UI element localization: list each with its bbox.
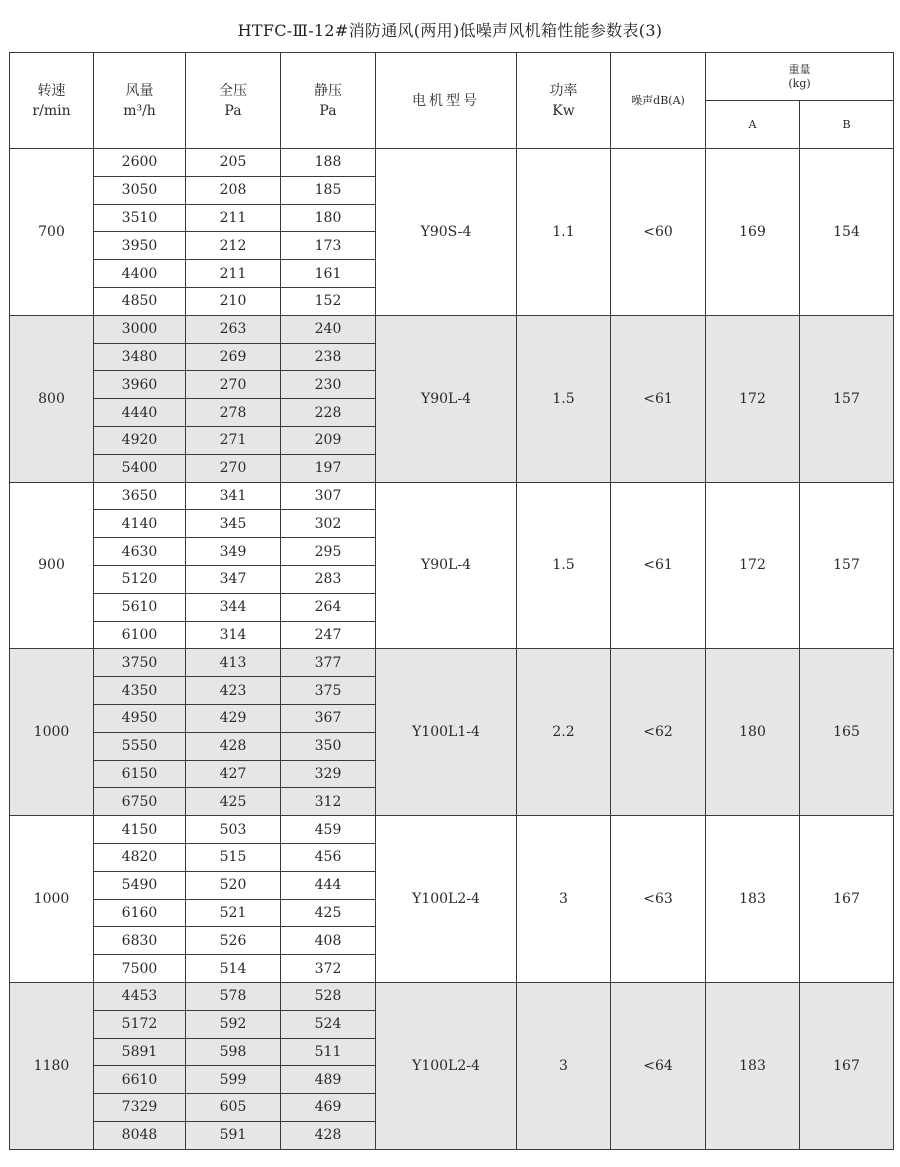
static-pressure-cell: 528 [281,982,376,1010]
airflow-cell: 3750 [94,649,186,677]
weight-b-cell: 157 [800,315,894,482]
motor-cell: Y100L2-4 [376,982,517,1149]
static-pressure-cell: 230 [281,371,376,399]
airflow-cell: 4920 [94,426,186,454]
weight-a-cell: 172 [706,482,800,649]
total-pressure-cell: 423 [186,677,281,705]
airflow-cell: 5550 [94,732,186,760]
total-pressure-cell: 347 [186,565,281,593]
total-pressure-cell: 413 [186,649,281,677]
weight-b-cell: 154 [800,149,894,316]
header-power: 功率 Kw [517,53,611,149]
total-pressure-cell: 263 [186,315,281,343]
static-pressure-cell: 329 [281,760,376,788]
motor-cell: Y100L1-4 [376,649,517,816]
static-pressure-cell: 283 [281,565,376,593]
weight-b-cell: 157 [800,482,894,649]
weight-a-cell: 172 [706,315,800,482]
table-row [10,149,894,177]
static-pressure-cell: 375 [281,677,376,705]
total-pressure-cell: 425 [186,788,281,816]
weight-a-cell: 183 [706,816,800,983]
total-pressure-cell: 605 [186,1094,281,1122]
static-pressure-cell: 161 [281,260,376,288]
static-pressure-cell: 185 [281,176,376,204]
total-pressure-cell: 599 [186,1066,281,1094]
speed-cell: 1180 [10,982,94,1149]
airflow-cell: 5400 [94,454,186,482]
speed-group [10,982,894,1149]
static-pressure-cell: 377 [281,649,376,677]
total-pressure-cell: 344 [186,593,281,621]
total-pressure-cell: 205 [186,149,281,177]
static-pressure-cell: 408 [281,927,376,955]
airflow-cell: 3650 [94,482,186,510]
header-noise: 噪声dB(A) [611,53,706,149]
total-pressure-cell: 271 [186,426,281,454]
airflow-cell: 6750 [94,788,186,816]
airflow-cell: 4350 [94,677,186,705]
total-pressure-cell: 515 [186,843,281,871]
table-row [10,982,894,1010]
airflow-cell: 5490 [94,871,186,899]
header-static-pressure: 静压 Pa [281,53,376,149]
noise-cell: <60 [611,149,706,316]
total-pressure-cell: 503 [186,816,281,844]
header-airflow: 风量 m³/h [94,53,186,149]
static-pressure-cell: 197 [281,454,376,482]
table-row [10,649,894,677]
total-pressure-cell: 520 [186,871,281,899]
table-row [10,816,894,844]
airflow-cell: 4150 [94,816,186,844]
static-pressure-cell: 511 [281,1038,376,1066]
total-pressure-cell: 598 [186,1038,281,1066]
static-pressure-cell: 228 [281,399,376,427]
airflow-cell: 6100 [94,621,186,649]
static-pressure-cell: 180 [281,204,376,232]
page-title: HTFC-Ⅲ-12#消防通风(两用)低噪声风机箱性能参数表(3) [237,21,663,40]
total-pressure-cell: 578 [186,982,281,1010]
static-pressure-cell: 240 [281,315,376,343]
static-pressure-cell: 264 [281,593,376,621]
static-pressure-cell: 444 [281,871,376,899]
performance-table [9,52,894,1150]
static-pressure-cell: 173 [281,232,376,260]
speed-group [10,149,894,316]
motor-cell: Y90L-4 [376,482,517,649]
airflow-cell: 4453 [94,982,186,1010]
static-pressure-cell: 350 [281,732,376,760]
static-pressure-cell: 295 [281,538,376,566]
static-pressure-cell: 302 [281,510,376,538]
weight-b-cell: 167 [800,982,894,1149]
airflow-cell: 4140 [94,510,186,538]
static-pressure-cell: 247 [281,621,376,649]
speed-group [10,315,894,482]
noise-cell: <62 [611,649,706,816]
total-pressure-cell: 211 [186,260,281,288]
static-pressure-cell: 489 [281,1066,376,1094]
power-cell: 1.5 [517,482,611,649]
header-weight-a: A [706,101,800,149]
header-row [10,53,894,101]
total-pressure-cell: 278 [186,399,281,427]
airflow-cell: 5172 [94,1010,186,1038]
power-cell: 3 [517,982,611,1149]
static-pressure-cell: 152 [281,287,376,315]
airflow-cell: 8048 [94,1121,186,1149]
static-pressure-cell: 307 [281,482,376,510]
static-pressure-cell: 367 [281,704,376,732]
static-pressure-cell: 238 [281,343,376,371]
weight-b-cell: 165 [800,649,894,816]
speed-group [10,649,894,816]
total-pressure-cell: 427 [186,760,281,788]
static-pressure-cell: 459 [281,816,376,844]
speed-cell: 700 [10,149,94,316]
motor-cell: Y90S-4 [376,149,517,316]
total-pressure-cell: 270 [186,371,281,399]
airflow-cell: 4440 [94,399,186,427]
static-pressure-cell: 312 [281,788,376,816]
noise-cell: <61 [611,482,706,649]
airflow-cell: 6610 [94,1066,186,1094]
total-pressure-cell: 345 [186,510,281,538]
power-cell: 2.2 [517,649,611,816]
header-weight: 重量 (kg) [706,53,894,101]
power-cell: 1.5 [517,315,611,482]
static-pressure-cell: 425 [281,899,376,927]
airflow-cell: 3960 [94,371,186,399]
total-pressure-cell: 521 [186,899,281,927]
airflow-cell: 3000 [94,315,186,343]
table-row [10,315,894,343]
power-cell: 3 [517,816,611,983]
speed-cell: 900 [10,482,94,649]
static-pressure-cell: 456 [281,843,376,871]
airflow-cell: 5120 [94,565,186,593]
total-pressure-cell: 211 [186,204,281,232]
total-pressure-cell: 591 [186,1121,281,1149]
airflow-cell: 3480 [94,343,186,371]
airflow-cell: 4950 [94,704,186,732]
airflow-cell: 4630 [94,538,186,566]
airflow-cell: 7329 [94,1094,186,1122]
airflow-cell: 3950 [94,232,186,260]
speed-group [10,816,894,983]
airflow-cell: 3510 [94,204,186,232]
noise-cell: <64 [611,982,706,1149]
airflow-cell: 2600 [94,149,186,177]
weight-a-cell: 169 [706,149,800,316]
header-speed: 转速 r/min [10,53,94,149]
airflow-cell: 6150 [94,760,186,788]
static-pressure-cell: 209 [281,426,376,454]
total-pressure-cell: 269 [186,343,281,371]
total-pressure-cell: 526 [186,927,281,955]
noise-cell: <61 [611,315,706,482]
total-pressure-cell: 429 [186,704,281,732]
motor-cell: Y90L-4 [376,315,517,482]
static-pressure-cell: 469 [281,1094,376,1122]
airflow-cell: 5610 [94,593,186,621]
static-pressure-cell: 188 [281,149,376,177]
total-pressure-cell: 428 [186,732,281,760]
static-pressure-cell: 372 [281,955,376,983]
airflow-cell: 7500 [94,955,186,983]
airflow-cell: 4400 [94,260,186,288]
noise-cell: <63 [611,816,706,983]
static-pressure-cell: 428 [281,1121,376,1149]
speed-cell: 1000 [10,816,94,983]
speed-group [10,482,894,649]
header-weight-b: B [800,101,894,149]
header-motor: 电机型号 [376,53,517,149]
header-total-pressure: 全压 Pa [186,53,281,149]
weight-b-cell: 167 [800,816,894,983]
total-pressure-cell: 514 [186,955,281,983]
airflow-cell: 5891 [94,1038,186,1066]
airflow-cell: 4850 [94,287,186,315]
total-pressure-cell: 341 [186,482,281,510]
weight-a-cell: 180 [706,649,800,816]
power-cell: 1.1 [517,149,611,316]
speed-cell: 800 [10,315,94,482]
total-pressure-cell: 210 [186,287,281,315]
airflow-cell: 6830 [94,927,186,955]
airflow-cell: 3050 [94,176,186,204]
static-pressure-cell: 524 [281,1010,376,1038]
total-pressure-cell: 270 [186,454,281,482]
airflow-cell: 6160 [94,899,186,927]
total-pressure-cell: 314 [186,621,281,649]
airflow-cell: 4820 [94,843,186,871]
speed-cell: 1000 [10,649,94,816]
total-pressure-cell: 349 [186,538,281,566]
motor-cell: Y100L2-4 [376,816,517,983]
weight-a-cell: 183 [706,982,800,1149]
table-row [10,482,894,510]
total-pressure-cell: 592 [186,1010,281,1038]
total-pressure-cell: 212 [186,232,281,260]
total-pressure-cell: 208 [186,176,281,204]
